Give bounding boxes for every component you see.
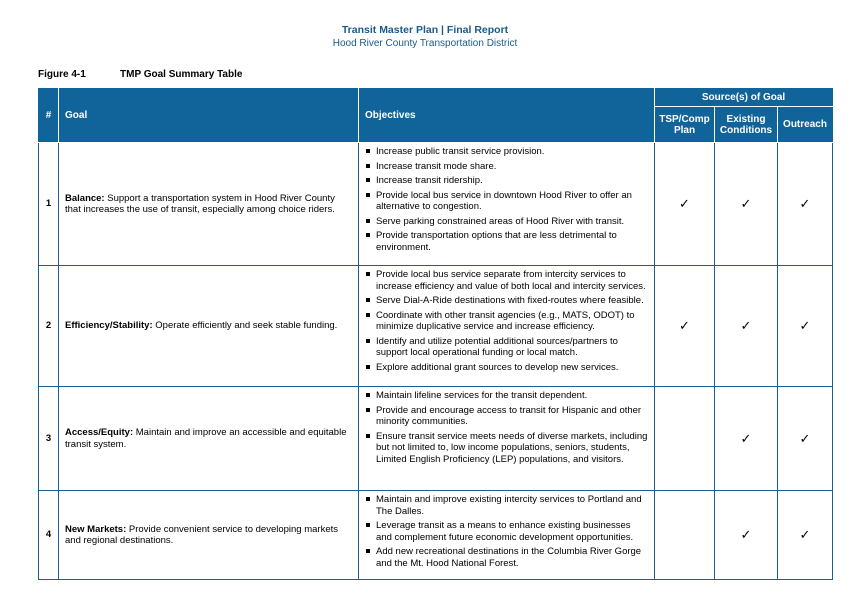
objective-item: Provide local bus service in downtown Hood River to offer an alternative to congestion.: [365, 190, 648, 213]
objectives-list: [365, 146, 648, 253]
goal-description: Maintain and improve an accessible and equitable transit system.: [65, 427, 347, 450]
goal-cell: [59, 266, 359, 387]
report-header: [0, 24, 850, 50]
table-row: [39, 491, 833, 580]
objectives-list: [365, 269, 648, 373]
outreach-check: ✓: [778, 387, 833, 491]
objectives-cell: [359, 266, 655, 387]
objective-item: Provide and encourage access to transit for Hispanic and other minority communities.: [365, 405, 648, 428]
report-subtitle: Hood River County Transportation District: [332, 38, 518, 49]
goal-cell: [59, 387, 359, 491]
goal-description: Support a transportation system in Hood River County that increases the use of transit, especially among choice riders.: [65, 192, 335, 215]
objective-item: Maintain and improve existing intercity services to Portland and The Dalles.: [365, 494, 648, 517]
objective-item: Serve parking constrained areas of Hood River with transit.: [365, 216, 648, 228]
col-header-outreach: Outreach: [778, 107, 833, 143]
goal-number: 1: [39, 143, 59, 266]
col-header-objectives: Objectives: [359, 89, 655, 143]
objective-item: Serve Dial-A-Ride destinations with fixed-routes where feasible.: [365, 295, 648, 307]
figure-number: Figure 4-1: [38, 69, 86, 80]
objective-item: Add new recreational destinations in the Columbia River Gorge and the Mt. Hood National Forest.: [365, 546, 648, 569]
goal-number: 4: [39, 491, 59, 580]
tsp-check: [655, 491, 715, 580]
objective-item: Identify and utilize potential additional sources/partners to support local operational funding or local match.: [365, 336, 648, 359]
col-header-tsp: TSP/Comp Plan: [655, 107, 715, 143]
table-row: [39, 387, 833, 491]
goal-name: Balance:: [65, 192, 105, 204]
objective-item: Ensure transit service meets needs of diverse markets, including but not limited to, low income populations, seniors, students, Limited English Proficiency (LEP) populations, and visitors.: [365, 431, 648, 466]
objective-item: Maintain lifeline services for the transit dependent.: [365, 390, 648, 402]
existing-conditions-check: ✓: [715, 491, 778, 580]
tsp-check: [655, 387, 715, 491]
objective-item: Explore additional grant sources to develop new services.: [365, 362, 648, 374]
objective-item: Increase transit mode share.: [365, 161, 648, 173]
goal-name: Access/Equity:: [65, 427, 134, 438]
goal-name: New Markets:: [65, 523, 127, 535]
objective-item: Coordinate with other transit agencies (e.g., MATS, ODOT) to minimize duplicative service and increase efficiency.: [365, 310, 648, 333]
goal-description: Operate efficiently and seek stable funding.: [155, 320, 338, 332]
col-header-number: #: [39, 89, 59, 143]
goal-summary-table: [38, 88, 833, 580]
outreach-check: ✓: [778, 143, 833, 266]
figure-caption: [38, 69, 242, 80]
existing-conditions-check: ✓: [715, 266, 778, 387]
figure-title: TMP Goal Summary Table: [120, 69, 243, 80]
objective-item: Increase public transit service provision.: [365, 146, 648, 158]
col-header-goal: Goal: [59, 89, 359, 143]
goal-number: 2: [39, 266, 59, 387]
goal-cell: [59, 143, 359, 266]
objectives-cell: [359, 491, 655, 580]
objectives-list: [365, 390, 648, 465]
existing-conditions-check: ✓: [715, 387, 778, 491]
goal-name: Efficiency/Stability:: [65, 320, 153, 332]
tsp-check: ✓: [655, 266, 715, 387]
objective-item: Increase transit ridership.: [365, 175, 648, 187]
outreach-check: ✓: [778, 491, 833, 580]
goal-description: Provide convenient service to developing markets and regional destinations.: [65, 523, 339, 546]
tsp-check: ✓: [655, 143, 715, 266]
table-row: [39, 143, 833, 266]
objectives-cell: [359, 143, 655, 266]
report-title: Transit Master Plan | Final Report: [341, 24, 509, 36]
objective-item: Provide transportation options that are less detrimental to environment.: [365, 230, 648, 253]
goal-number: 3: [39, 387, 59, 491]
objectives-list: [365, 494, 648, 569]
existing-conditions-check: ✓: [715, 143, 778, 266]
objectives-cell: [359, 387, 655, 491]
objective-item: Leverage transit as a means to enhance existing businesses and complement future economic development opportunities.: [365, 520, 648, 543]
outreach-check: ✓: [778, 266, 833, 387]
goal-cell: [59, 491, 359, 580]
col-header-existing: Existing Conditions: [715, 107, 778, 143]
table-row: [39, 266, 833, 387]
objective-item: Provide local bus service separate from intercity services to increase efficiency and value of both local and intercity services.: [365, 269, 648, 292]
col-header-sources: Source(s) of Goal: [655, 89, 833, 107]
